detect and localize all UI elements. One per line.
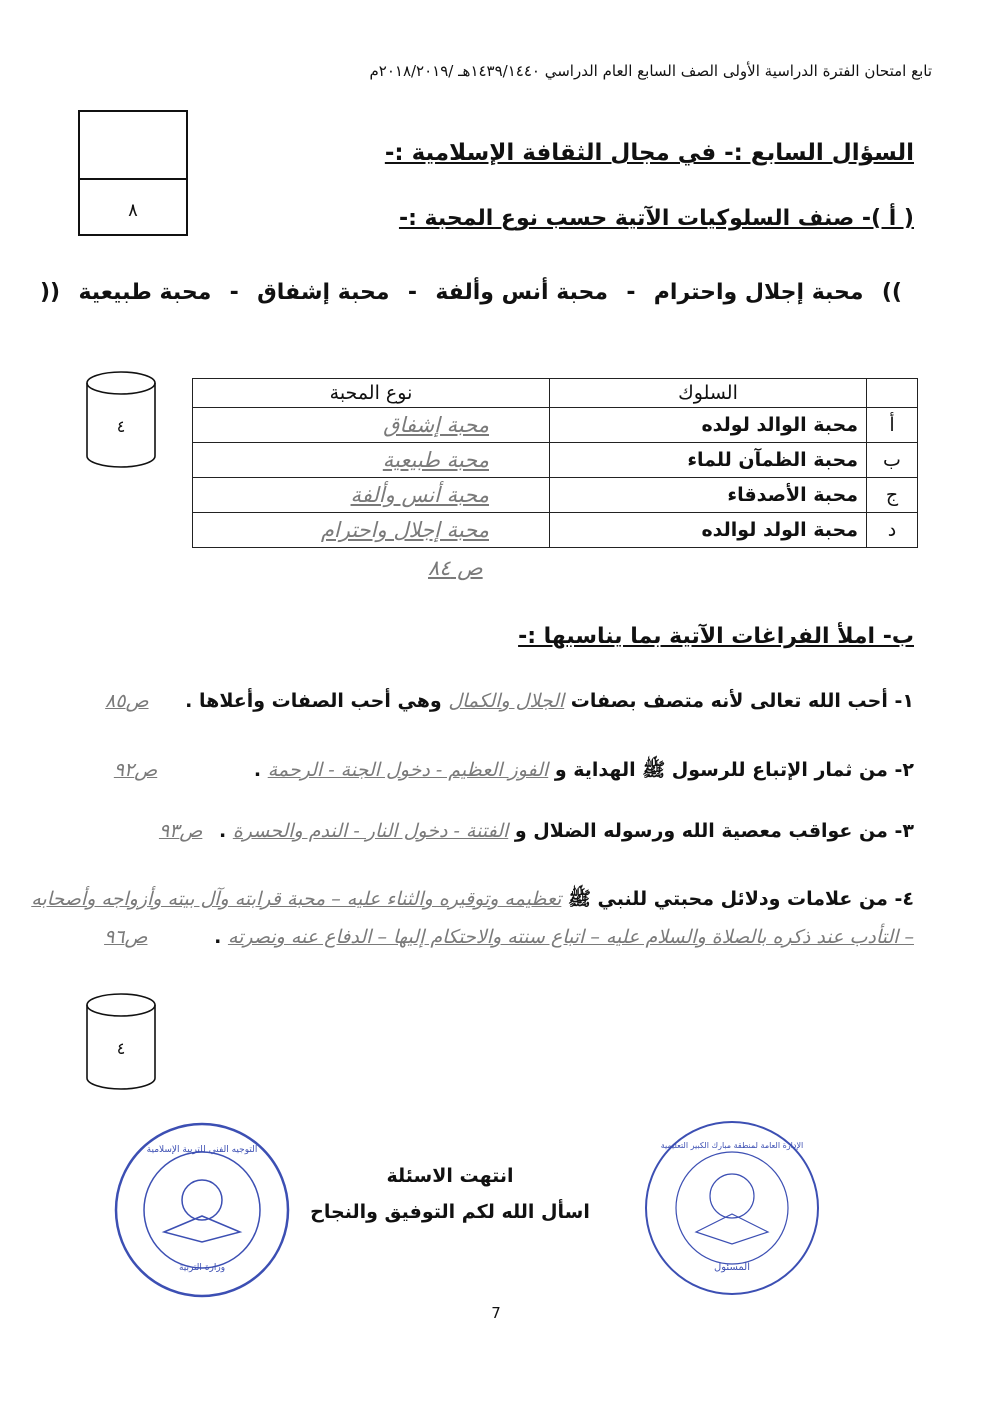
option-1: محبة إجلال واحترام	[653, 280, 864, 305]
part-b-score-cylinder	[84, 992, 158, 1092]
row-letter: د	[867, 513, 918, 548]
option-2: محبة أنس وألفة	[435, 280, 608, 305]
question-score-box	[78, 110, 188, 236]
closing-text	[300, 1158, 600, 1230]
right-stamp-center-text: المسئول	[714, 1262, 750, 1273]
row-behavior: محبة الولد لوالده	[550, 513, 867, 548]
item-page-ref: ص٩٦	[104, 926, 148, 948]
item-answer: تعظيمه وتوقيره والثناء عليه – محبة قرابته وآل بيته وأزواجه وأصحابه – التأدب عند ذكره بالصلاة والسلام عليه – اتباع سنته والاحتكام إليها – الدفاع عنه ونصرته	[31, 888, 914, 948]
item-prefix: ٣- من عواقب معصية الله ورسوله الضلال و	[514, 820, 914, 842]
part-a-score-cylinder	[84, 370, 158, 470]
table-header-row	[193, 379, 918, 408]
left-stamp-center-text: وزارة التربية	[178, 1263, 226, 1273]
right-stamp-ring-text: الإدارة العامة لمنطقة مبارك الكبير التعليمية	[660, 1141, 804, 1150]
left-stamp-ring-text: التوجيه الفني للتربية الإسلامية	[146, 1145, 258, 1155]
option-separator: -	[407, 280, 417, 305]
option-separator: -	[626, 280, 636, 305]
table-row	[193, 443, 918, 478]
table-header-behavior: السلوك	[550, 379, 867, 408]
option-separator: -	[229, 280, 239, 305]
options-open-paren: ((	[881, 280, 902, 305]
part-b-title: ب- املأ الفراغات الآتية بما يناسبها :-	[518, 624, 914, 649]
row-letter: ب	[867, 443, 918, 478]
item-answer: الفتنة - دخول النار - الندم والحسرة	[232, 820, 509, 842]
row-behavior: محبة الظمآن للماء	[550, 443, 867, 478]
row-behavior: محبة الأصدقاء	[550, 478, 867, 513]
right-stamp	[642, 1118, 822, 1298]
row-answer: محبة إشفاق	[383, 413, 489, 437]
part-b-score-value: ٤	[116, 1039, 126, 1058]
item-page-ref: ص٨٥	[105, 690, 149, 712]
table-header-cell	[867, 379, 918, 408]
item-prefix: ٤- من علامات ودلائل محبتي للنبي ﷺ	[567, 888, 914, 910]
table-header-type: نوع المحبة	[193, 379, 550, 408]
table-row	[193, 408, 918, 443]
table-row	[193, 478, 918, 513]
row-answer: محبة أنس وألفة	[350, 483, 489, 507]
score-box-divider	[80, 178, 186, 180]
fill-item-2: ٢- من ثمار الإتباع للرسول ﷺ الهداية و الفوز العظيم - دخول الجنة - الرحمة . ص٩٢	[113, 759, 914, 781]
part-a-title: ( أ )- صنف السلوكيات الآتية حسب نوع المحبة :-	[398, 206, 914, 231]
fill-item-1: ١- أحب الله تعالى لأنه متصف بصفات الجلال والكمال وهي أحب الصفات وأعلاها . ص٨٥	[105, 690, 914, 712]
left-stamp	[112, 1120, 292, 1300]
row-answer: محبة طبيعية	[382, 448, 489, 472]
item-page-ref: ص٩٣	[158, 820, 203, 842]
exam-header: تابع امتحان الفترة الدراسية الأولى الصف السابع العام الدراسي ١٤٣٩/١٤٤٠هـ /٢٠١٨/٢٠١٩م	[369, 62, 932, 80]
fill-item-4: ٤- من علامات ودلائل محبتي للنبي ﷺ تعظيمه وتوقيره والثناء عليه – محبة قرابته وآل بيته وأزواجه وأصحابه – التأدب عند ذكره بالصلاة والسلام عليه – اتباع سنته والاحتكام إليها – الدفاع عنه ونصرته . ص٩٦	[31, 888, 914, 948]
option-3: محبة إشفاق	[257, 280, 390, 305]
row-answer: محبة إجلال واحترام	[320, 518, 489, 542]
item-prefix: ٢- من ثمار الإتباع للرسول ﷺ الهداية و	[554, 759, 914, 781]
closing-line-1: انتهت الاسئلة	[386, 1165, 514, 1187]
part-a-page-ref: ص ٨٤	[428, 556, 483, 580]
table-row	[193, 513, 918, 548]
closing-line-2: اسأل الله لكم التوفيق والنجاح	[310, 1201, 590, 1223]
fill-item-3: ٣- من عواقب معصية الله ورسوله الضلال و الفتنة - دخول النار - الندم والحسرة . ص٩٣	[158, 820, 914, 842]
item-suffix: وهي أحب الصفات وأعلاها	[199, 690, 442, 712]
row-behavior: محبة الوالد لولده	[550, 408, 867, 443]
item-page-ref: ص٩٢	[113, 759, 158, 781]
options-close-paren: ))	[40, 280, 61, 305]
row-letter: أ	[867, 408, 918, 443]
item-answer: الفوز العظيم - دخول الجنة - الرحمة	[267, 759, 549, 781]
option-4: محبة طبيعية	[78, 280, 212, 305]
question-title: السؤال السابع :- في مجال الثقافة الإسلامية :-	[384, 140, 914, 166]
page-number: 7	[491, 1304, 501, 1322]
love-types-options	[40, 280, 902, 305]
row-letter: ج	[867, 478, 918, 513]
behaviors-table	[192, 378, 918, 548]
part-a-score-value: ٤	[116, 417, 126, 436]
question-score-value: ٨	[128, 200, 138, 221]
item-answer: الجلال والكمال	[448, 690, 565, 712]
item-prefix: ١- أحب الله تعالى لأنه متصف بصفات	[570, 690, 914, 712]
